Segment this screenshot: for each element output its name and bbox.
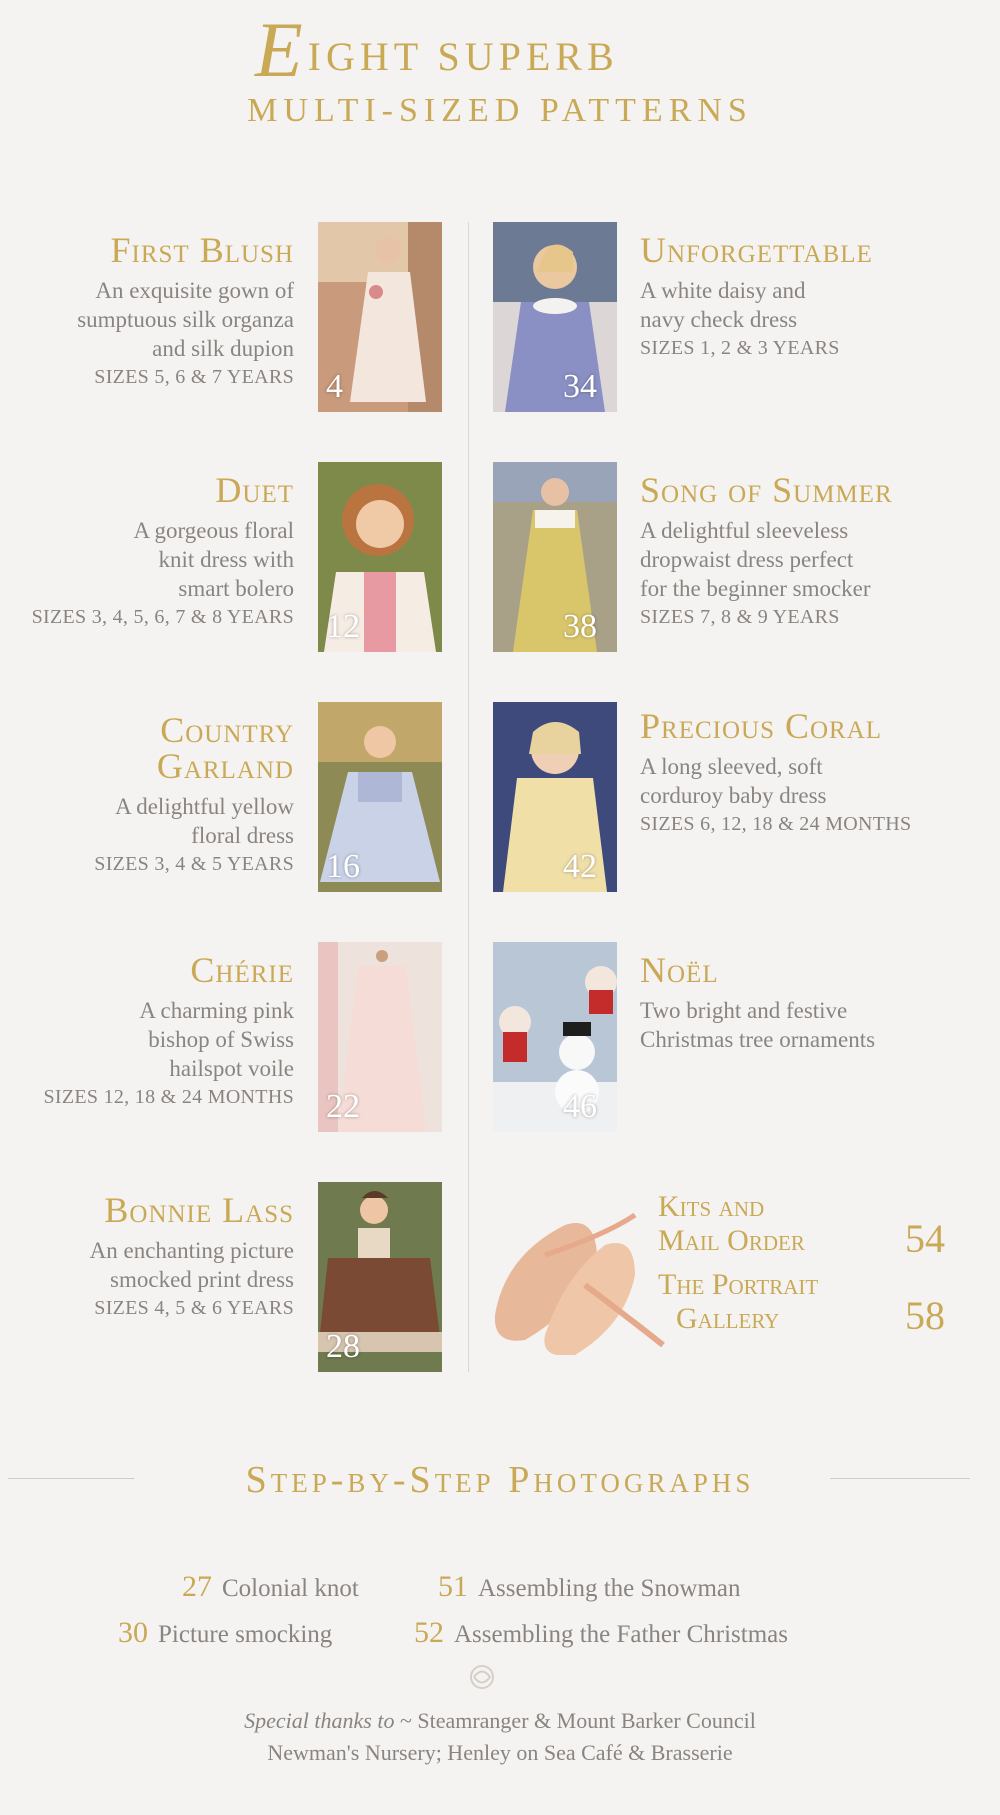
extra-line1: The Portrait	[658, 1268, 819, 1301]
step-number: 30	[118, 1616, 148, 1649]
page-title	[255, 6, 755, 93]
desc-line: A long sleeved, soft	[640, 754, 823, 779]
column-divider	[468, 222, 469, 1372]
desc-line: bishop of Swiss	[148, 1027, 294, 1052]
pattern-sizes: SIZES 12, 18 & 24 MONTHS	[43, 1086, 294, 1108]
page-number: 4	[326, 368, 343, 405]
pattern-title: Unforgettable	[640, 230, 873, 270]
pattern-title: Chérie	[190, 950, 294, 990]
pattern-title: Precious Coral	[640, 706, 883, 746]
ballet-shoes-image	[485, 1195, 665, 1360]
thanks-prefix: Special thanks to	[244, 1708, 395, 1733]
pattern-bonnie-lass[interactable]	[90, 1192, 294, 1322]
step-number: 52	[414, 1616, 444, 1649]
pattern-photo-cherie[interactable]	[318, 942, 442, 1132]
pattern-photo-song-of-summer[interactable]	[493, 462, 617, 652]
baby-in-corduroy-dress-photo	[493, 702, 617, 892]
desc-line: floral dress	[191, 823, 294, 848]
ballet-shoes-icon	[485, 1195, 665, 1355]
desc-line: An exquisite gown of	[95, 278, 294, 303]
pattern-photo-country-garland[interactable]	[318, 702, 442, 892]
pattern-cherie[interactable]	[43, 952, 294, 1111]
kits-mail-order-link[interactable]	[658, 1190, 805, 1258]
desc-line: A gorgeous floral	[133, 518, 294, 543]
desc-line: knit dress with	[158, 547, 294, 572]
portrait-gallery-link[interactable]	[658, 1268, 818, 1336]
step-item[interactable]	[414, 1616, 788, 1650]
pattern-photo-unforgettable[interactable]	[493, 222, 617, 412]
desc-line: Christmas tree ornaments	[640, 1027, 876, 1052]
pattern-title: Song of Summer	[640, 470, 893, 510]
page-number: 28	[326, 1328, 360, 1365]
step-label: Assembling the Father Christmas	[454, 1621, 788, 1648]
thanks-text: ~ Steamranger & Mount Barker Council	[394, 1708, 756, 1733]
step-item[interactable]	[182, 1570, 359, 1604]
step-number: 27	[182, 1570, 212, 1603]
pattern-sizes: SIZES 6, 12, 18 & 24 MONTHS	[640, 813, 912, 835]
step-label: Colonial knot	[222, 1575, 359, 1602]
pattern-sizes: SIZES 3, 4, 5, 6, 7 & 8 YEARS	[31, 606, 294, 628]
pattern-unforgettable[interactable]	[640, 232, 873, 362]
desc-line: A charming pink	[139, 998, 294, 1023]
page-number: 34	[563, 368, 597, 405]
pattern-sizes: SIZES 1, 2 & 3 YEARS	[640, 337, 840, 359]
pattern-photo-duet[interactable]	[318, 462, 442, 652]
pattern-title: First Blush	[110, 230, 294, 270]
thanks-line2: Newman's Nursery; Henley on Sea Café & Brasserie	[267, 1740, 733, 1765]
pattern-sizes: SIZES 3, 4 & 5 YEARS	[94, 853, 294, 875]
pattern-photo-noel[interactable]	[493, 942, 617, 1132]
step-item[interactable]	[438, 1570, 741, 1604]
kits-page-number: 54	[905, 1216, 945, 1261]
pattern-title: Noël	[640, 950, 719, 990]
title-initial: E	[255, 6, 308, 93]
pattern-description	[43, 996, 294, 1083]
step-number: 51	[438, 1570, 468, 1603]
pattern-description	[640, 996, 875, 1054]
page-number: 12	[326, 608, 360, 645]
pattern-description	[640, 516, 893, 603]
desc-line: for the beginner smocker	[640, 576, 871, 601]
pattern-description	[640, 276, 873, 334]
page-number: 42	[563, 848, 597, 885]
steps-title: Step-by-Step Photographs	[245, 1459, 755, 1501]
desc-line: hailspot voile	[169, 1056, 294, 1081]
pattern-photo-bonnie-lass[interactable]	[318, 1182, 442, 1372]
extra-line1: Kits and	[658, 1190, 765, 1223]
desc-line: corduroy baby dress	[640, 783, 827, 808]
desc-line: and silk dupion	[152, 336, 294, 361]
page-number: 38	[563, 608, 597, 645]
desc-line: A white daisy and	[640, 278, 806, 303]
pattern-description	[94, 792, 294, 850]
desc-line: dropwaist dress perfect	[640, 547, 854, 572]
pattern-sizes: SIZES 7, 8 & 9 YEARS	[640, 606, 840, 628]
pattern-title-line2: Garland	[156, 746, 294, 786]
title-rest: IGHT SUPERB	[307, 34, 619, 79]
girl-in-sleeveless-dress-photo	[493, 462, 617, 652]
extra-line2: Gallery	[676, 1302, 780, 1335]
pattern-sizes: SIZES 5, 6 & 7 YEARS	[94, 366, 294, 388]
pattern-noel[interactable]	[640, 952, 875, 1054]
page-number: 46	[563, 1088, 597, 1125]
desc-line: smocked print dress	[110, 1267, 294, 1292]
desc-line: sumptuous silk organza	[77, 307, 294, 332]
desc-line: A delightful yellow	[115, 794, 294, 819]
pattern-title: Country	[160, 710, 294, 750]
ornament-icon	[464, 1662, 500, 1692]
pattern-song-of-summer[interactable]	[640, 472, 893, 631]
pattern-first-blush[interactable]	[77, 232, 294, 391]
pattern-description	[90, 1236, 294, 1294]
extra-line2: Mail Order	[658, 1224, 805, 1257]
desc-line: navy check dress	[640, 307, 798, 332]
pattern-country-garland[interactable]	[94, 712, 294, 878]
decorative-logo	[464, 1662, 500, 1697]
pattern-description	[640, 752, 911, 810]
pattern-title: Duet	[215, 470, 294, 510]
christmas-ornaments-photo	[493, 942, 617, 1132]
pattern-title: Bonnie Lass	[104, 1190, 294, 1230]
desc-line: smart bolero	[178, 576, 294, 601]
girl-in-check-dress-photo	[493, 222, 617, 412]
pattern-sizes: SIZES 4, 5 & 6 YEARS	[94, 1297, 294, 1319]
desc-line: A delightful sleeveless	[640, 518, 849, 543]
pattern-precious-coral[interactable]	[640, 708, 911, 838]
portrait-gallery-page-number: 58	[905, 1293, 945, 1338]
step-label: Picture smocking	[158, 1621, 333, 1648]
page-number: 22	[326, 1088, 360, 1125]
pattern-photo-precious-coral[interactable]	[493, 702, 617, 892]
step-label: Assembling the Snowman	[478, 1575, 741, 1602]
step-item[interactable]	[118, 1616, 332, 1650]
page-number: 16	[326, 848, 360, 885]
pattern-photo-first-blush[interactable]	[318, 222, 442, 412]
pattern-description	[32, 516, 294, 603]
page-subtitle: MULTI-SIZED PATTERNS	[247, 92, 753, 129]
thanks-line1	[0, 1708, 1000, 1734]
pattern-duet[interactable]	[32, 472, 294, 631]
desc-line: Two bright and festive	[640, 998, 848, 1023]
desc-line: An enchanting picture	[89, 1238, 294, 1263]
pattern-description	[77, 276, 294, 363]
